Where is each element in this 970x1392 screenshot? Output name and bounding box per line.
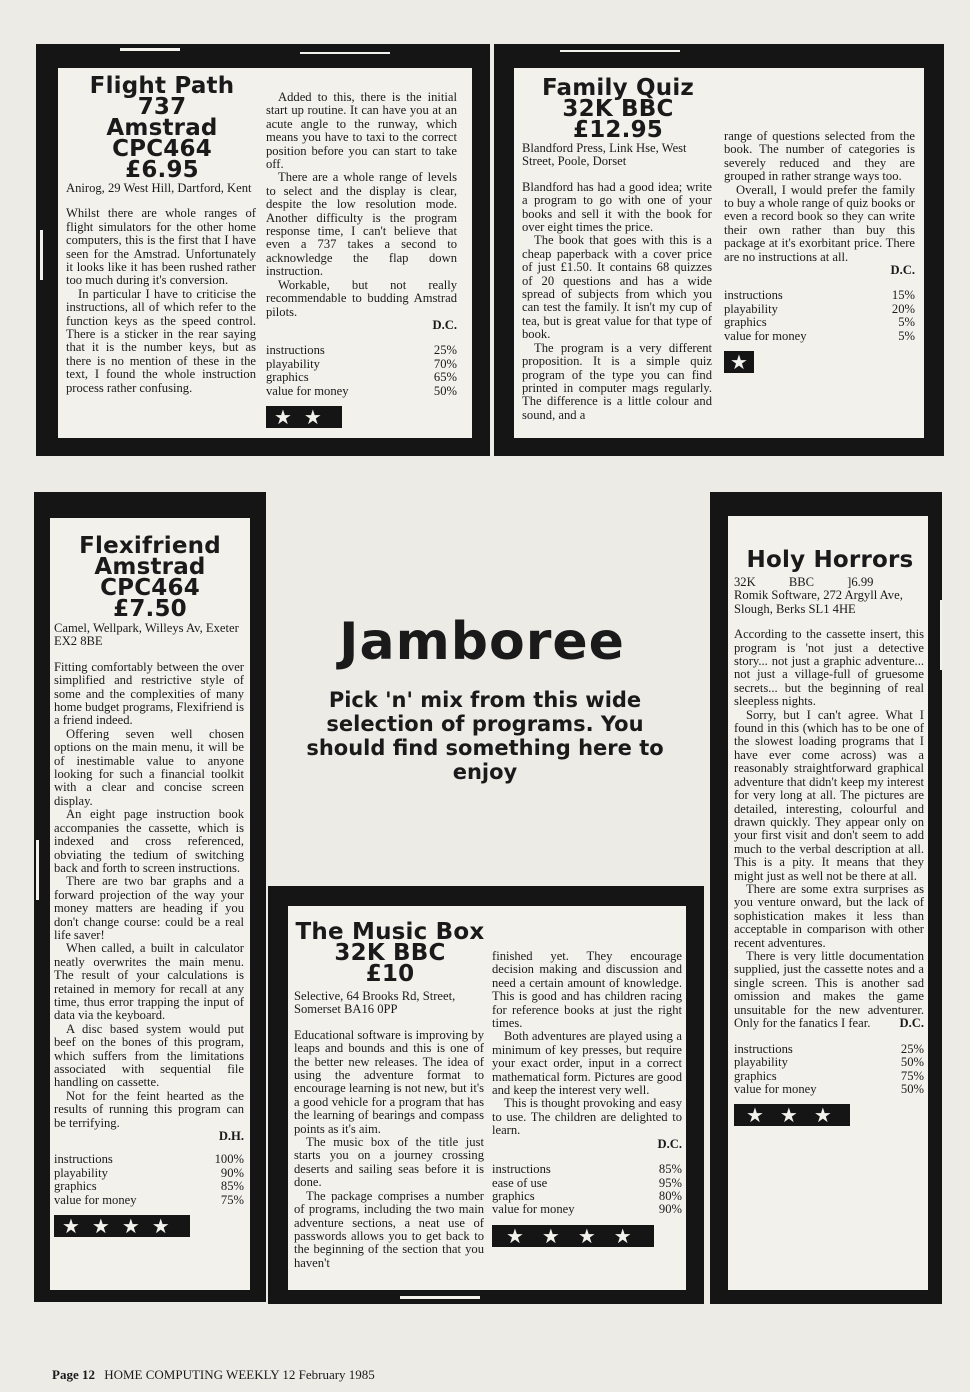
music-box-column-1 (294, 990, 484, 1270)
reviewer-signature: D.C. (432, 317, 457, 332)
rating-label: value for money (724, 328, 807, 343)
body-paragraph: There is very little documentation supplied, just the cassette notes and a single screen. This is another sad omission and makes the game unsuitable for the new adventurer. Only for the fanatics I fear. (734, 948, 924, 1030)
rating-row (734, 1056, 924, 1069)
page-number: Page 12 (52, 1367, 95, 1382)
rating-row (54, 1180, 244, 1193)
body-paragraph: An eight page instruction book accompanies the cassette, which is indexed and cross referenced, obviating the tedium of switching back and forth to screen instructions. (54, 807, 244, 875)
body-paragraph: Both adventures are played using a minimum of key presses, but require your exact order, input in a correct mathematical form. Pictures are good and keep the interest very well. (492, 1029, 682, 1098)
rating-value: 90% (658, 1202, 682, 1217)
flexifriend-title (52, 533, 248, 622)
star-rating: ★★★★ (492, 1225, 654, 1247)
title-line: 737 (137, 94, 187, 120)
rating-label: playability (724, 301, 778, 316)
rating-row (724, 330, 915, 343)
rating-value: 85% (220, 1179, 244, 1194)
body-paragraph: range of questions selected from the book. The number of categories is severely reduced and they are grouped in rather strange ways too. (724, 129, 915, 184)
rating-row (734, 1043, 924, 1056)
ratings-table (492, 1163, 682, 1217)
rating-value: 75% (900, 1068, 924, 1083)
rating-label: instructions (492, 1162, 551, 1177)
border-streak (560, 50, 680, 52)
feature-title: Jamboree (339, 612, 625, 672)
publisher-address: Camel, Wellpark, Willeys Av, Exeter EX2 8BE (54, 621, 239, 649)
body-paragraph: This is thought provoking and easy to use. The children are delighted to learn. (492, 1096, 682, 1138)
family-quiz-column-1 (522, 142, 712, 422)
rating-value: 50% (433, 383, 457, 398)
rating-label: value for money (734, 1082, 817, 1097)
publisher-address: Blandford Press, Link Hse, West Street, Poole, Dorset (522, 141, 687, 169)
body-paragraph: The music box of the title just starts you on a journey crossing deserts and sailing seas before it is done. (294, 1135, 484, 1190)
body-paragraph: Blandford has had a good idea; write a program to go with one of your books and sell it with the book for over eight times the price. (522, 179, 712, 235)
title-line: Family Quiz (541, 75, 694, 101)
rating-row (492, 1177, 682, 1190)
ratings-table (724, 289, 915, 343)
holy-horrors-title (732, 547, 928, 573)
ratings-table (734, 1043, 924, 1097)
rating-label: playability (54, 1165, 108, 1180)
body-paragraph: Workable, but not really recommendable to budding Amstrad pilots. (266, 277, 457, 319)
rating-row (54, 1194, 244, 1207)
star-rating: ★★★★ (54, 1215, 190, 1237)
format-price-line: 32K BBC ]6.99 (734, 575, 874, 589)
rating-label: graphics (492, 1188, 535, 1203)
body-paragraph: Overall, I would prefer the family to buy a whole range of quiz books or even a record book so they can write their own rather than buy this package at it's exorbitant price. There are no instructions at all. (724, 182, 915, 264)
rating-value: 80% (658, 1188, 682, 1203)
title-line: Amstrad (106, 115, 218, 141)
rating-row (266, 371, 457, 384)
body-paragraph: In particular I have to criticise the instructions, all of which refer to the function keys as the speed control. There is a sticker in the rear saying that it is the number keys, but as there is no mention of these in the text, I found the whole instruction process rather confusing. (66, 286, 256, 395)
rating-label: graphics (734, 1068, 777, 1083)
body-paragraph: The program is a very different proposition. It is a simple quiz program of the type you can find printed in computer mags regularly. The difference is a little colour and sound, and a (522, 340, 712, 422)
rating-label: instructions (266, 343, 325, 358)
ratings-table (54, 1153, 244, 1207)
body-paragraph: A disc based system would put beef on the bones of this program, which suffers from the limitations associated with sequential file handling on cassette. (54, 1021, 244, 1090)
body-paragraph: There are a whole range of levels to select and the display is clear, despite the low resolution mode. Another difficulty is the program response time, I can't believe that even a 737 takes a second to acknowledge the flap down instruction. (266, 170, 457, 279)
rating-value: 15% (891, 288, 915, 303)
body-paragraph: Sorry, but I can't agree. What I found in this (which has to be one of the slowest loading programs that I have ever come across) was a reasonably straightforward graphical adventure that didn't keep my interest for very long at all. The pictures are detailed, interesting, colourful and drawn quickly. They appear only on your first visit and don't seem to add much to the verbal description at all. This is a pity. It means that they might just as well not be there at all. (734, 707, 924, 883)
title-line: Flexifriend (79, 533, 221, 559)
reviewer-signature: D.C. (899, 1016, 924, 1031)
flight-path-column-2 (266, 91, 457, 428)
title-line: £10 (365, 961, 415, 987)
star-rating: ★★★ (734, 1104, 850, 1126)
rating-row (734, 1070, 924, 1083)
rating-label: instructions (724, 288, 783, 303)
title-line: CPC464 (112, 136, 212, 162)
rating-value: 20% (891, 301, 915, 316)
body-paragraph: Added to this, there is the initial start up routine. It can have you at an acute angle to the runway, which means you have to taxi to the correct position before you can start to take off. (266, 90, 457, 172)
body-paragraph: Educational software is improving by leaps and bounds and this is one of the better new releases. The idea of using the adventure format to encourage learning is not new, but it's a good vehicle for a program that has the learning of bearings and compass points as it's aim. (294, 1027, 484, 1136)
rating-label: value for money (54, 1192, 137, 1207)
title-line: £6.95 (125, 157, 199, 183)
title-line: Amstrad (94, 554, 206, 580)
page-footer (52, 1367, 375, 1383)
family-quiz-column-2 (724, 130, 915, 373)
reviewer-signature: D.C. (657, 1136, 682, 1151)
rating-row (266, 358, 457, 371)
rating-row (492, 1190, 682, 1203)
rating-value: 50% (900, 1082, 924, 1097)
rating-row (54, 1153, 244, 1166)
title-line: The Music Box (295, 919, 485, 945)
rating-value: 65% (433, 370, 457, 385)
music-box-title (292, 919, 488, 987)
flexifriend-column (54, 622, 244, 1237)
flight-path-title (64, 73, 260, 183)
body-paragraph: finished yet. They encourage decision making and discussion and need a certain amount of knowledge. This is good and has children racing for reference books at just the right times. (492, 949, 682, 1031)
title-line: £12.95 (573, 117, 663, 143)
rating-value: 100% (214, 1152, 244, 1167)
border-streak (40, 230, 43, 280)
reviewer-signature: D.H. (218, 1129, 244, 1144)
body-paragraph: According to the cassette insert, this program is 'not just a detective story... not just a graphic adventure... not just a village-full of gruesome secrets... but the beginning of real sleepless nights. (734, 627, 924, 709)
rating-value: 5% (898, 328, 915, 343)
rating-label: graphics (724, 315, 767, 330)
rating-label: graphics (266, 370, 309, 385)
rating-row (54, 1167, 244, 1180)
body-paragraph: There are two bar graphs and a forward projection of the way your money matters are heading if you don't change course: could be a real life saver! (54, 874, 244, 942)
rating-value: 90% (220, 1165, 244, 1180)
body-paragraph: Whilst there are whole ranges of flight simulators for the other home computers, this is the first that I have seen for the Amstrad. Unfortunately it looks like it has been rushed rather too much during it's conversion. (66, 206, 256, 288)
rating-value: 5% (898, 315, 915, 330)
rating-row (266, 385, 457, 398)
title-line: Holy Horrors (746, 547, 914, 573)
body-paragraph: Fitting comfortably between the over simplified and restrictive style of some and the complexities of many home budget programs, Flexifriend is a friend indeed. (54, 659, 244, 728)
rating-label: ease of use (492, 1175, 548, 1190)
border-streak (36, 840, 39, 900)
rating-value: 70% (433, 356, 457, 371)
publisher-address: Selective, 64 Brooks Rd, Street, Somerset BA16 0PP (294, 989, 456, 1017)
rating-value: 95% (658, 1175, 682, 1190)
music-box-column-2 (492, 950, 682, 1247)
rating-label: instructions (54, 1152, 113, 1167)
rating-value: 50% (900, 1055, 924, 1070)
reviewer-signature: D.C. (890, 263, 915, 278)
rating-value: 75% (220, 1192, 244, 1207)
title-line: 32K BBC (562, 96, 674, 122)
body-paragraph: When called, a built in calculator neatly overwrites the main menu. The result of your calculations is retained in memory for recall at any time, thus error trapping the input of data via the keyboard. (54, 941, 244, 1023)
rating-row (734, 1083, 924, 1096)
body-paragraph: Offering seven well chosen options on the main menu, it will be of inestimable value to anyone looking for such a financial toolkit with a clear and concise screen display. (54, 726, 244, 808)
rating-row (724, 303, 915, 316)
body-paragraph: Not for the feint hearted as the results of running this program can be terrifying. (54, 1088, 244, 1130)
title-line: £7.50 (113, 596, 187, 622)
star-rating: ★ (724, 351, 754, 373)
body-paragraph: There are some extra surprises as you venture onward, but the lack of sophistication makes it less than acceptable in comparison with other recent adventures. (734, 881, 924, 950)
rating-row (266, 344, 457, 357)
holy-horrors-column (734, 576, 924, 1126)
rating-row (724, 316, 915, 329)
star-rating: ★★ (266, 406, 342, 428)
title-line: 32K BBC (334, 940, 446, 966)
publication-line: HOME COMPUTING WEEKLY 12 February 1985 (104, 1367, 375, 1382)
border-streak (120, 48, 180, 51)
rating-row (492, 1163, 682, 1176)
publisher-address: Romik Software, 272 Argyll Ave, Slough, Berks SL1 4HE (734, 588, 903, 616)
title-line: Flight Path (89, 73, 235, 99)
rating-value: 85% (658, 1162, 682, 1177)
family-quiz-title (520, 75, 716, 143)
rating-value: 25% (433, 343, 457, 358)
body-paragraph: The package comprises a number of programs, including the two main adventure sections, a neat use of passwords allows you to get back to the beginning of the section that you haven't (294, 1188, 484, 1270)
rating-label: playability (266, 356, 320, 371)
feature-standfirst: Pick 'n' mix from this wide selection of programs. You should find something here to enjoy (306, 688, 664, 784)
rating-row (492, 1203, 682, 1216)
rating-label: playability (734, 1055, 788, 1070)
ratings-table (266, 344, 457, 398)
rating-label: value for money (492, 1202, 575, 1217)
flight-path-column-1 (66, 182, 256, 395)
rating-label: value for money (266, 383, 349, 398)
border-streak (400, 1296, 480, 1299)
border-streak (300, 52, 390, 54)
rating-value: 25% (900, 1041, 924, 1056)
rating-label: graphics (54, 1179, 97, 1194)
publisher-address: Anirog, 29 West Hill, Dartford, Kent (66, 181, 252, 195)
rating-row (724, 289, 915, 302)
border-streak (940, 600, 942, 670)
body-paragraph: The book that goes with this is a cheap paperback with a cover price of just £1.50. It contains 68 quizzes of 20 questions and has a wide spread of subjects from which you can test the family. It isn't my cup of tea, but is great value for that type of book. (522, 233, 712, 342)
title-line: CPC464 (100, 575, 200, 601)
rating-label: instructions (734, 1041, 793, 1056)
